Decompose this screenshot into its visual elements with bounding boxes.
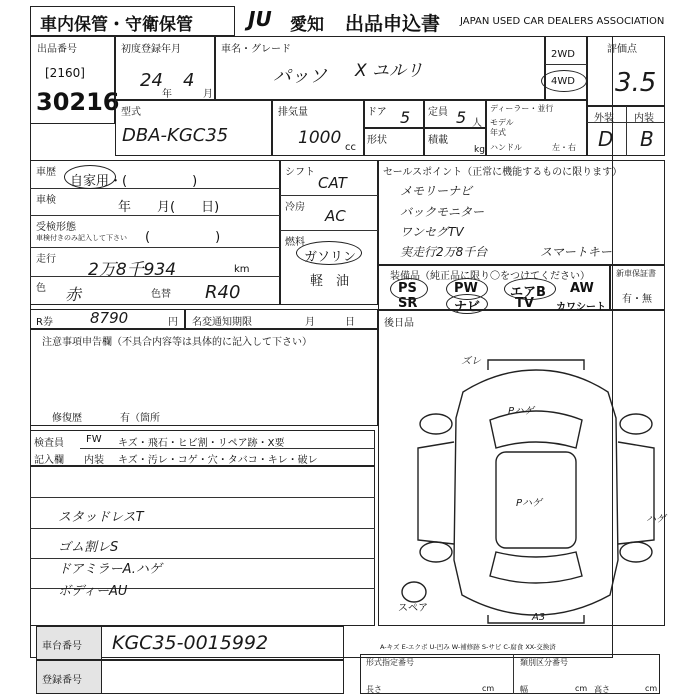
ruled-line-1 xyxy=(30,497,375,498)
history-label: 車歴 xyxy=(36,167,56,178)
door-value: 5 xyxy=(400,108,411,127)
option-airbag-circle xyxy=(504,278,556,300)
inspector-row1: キズ・飛石・ヒビ割・リペア跡・X要 xyxy=(118,438,285,449)
ac-label: 冷房 xyxy=(285,202,305,213)
rating-label: 評価点 xyxy=(607,44,637,55)
door-label: ドア xyxy=(367,107,387,118)
option-navi: ナビ xyxy=(454,300,481,315)
length-label: 長さ xyxy=(366,685,382,694)
shift-label: シフト xyxy=(285,167,315,178)
lot-small-number: [2160] xyxy=(45,66,85,80)
option-seat: カワシート xyxy=(556,302,606,313)
equipment-line-1 xyxy=(280,195,378,196)
ac-value: AC xyxy=(325,207,346,225)
spec-divider xyxy=(513,654,514,694)
drive-4wd: 4WD xyxy=(551,76,575,87)
lot-number: 30216 xyxy=(36,88,120,116)
height-label: 高さ xyxy=(594,685,610,694)
ext-int-divider xyxy=(626,106,627,156)
shape-label: 形状 xyxy=(367,135,387,146)
class-number-label: 類別区分番号 xyxy=(520,658,568,667)
color-value: 赤 xyxy=(65,285,82,304)
chassis-label: 車台番号 xyxy=(42,641,82,652)
receive-label: 受検形態 xyxy=(36,222,76,233)
width-unit: cm xyxy=(575,684,588,693)
model-year-label: モデル xyxy=(490,118,514,127)
reg-label: 登録番号 xyxy=(42,675,82,686)
org-name: 愛知 xyxy=(290,15,324,35)
diagram-note-roof: Pハゲ xyxy=(516,498,543,509)
diagram-legend: A-キズ E-エクボ U-凹み W-補修跡 S-サビ C-腐食 XX-交換済 xyxy=(380,643,556,651)
equipment-line-2 xyxy=(280,230,378,231)
inspector-line-2: ゴム割レS xyxy=(58,540,119,555)
fuel-label: 燃料 xyxy=(285,237,305,248)
exterior-label: 外装 xyxy=(594,113,614,124)
sales-point-5: スマートキー xyxy=(540,245,612,259)
option-ps: PS xyxy=(398,281,417,296)
sales-point-4: 実走行2万8千台 xyxy=(400,245,488,259)
sales-point-3: ワンセグTV xyxy=(400,225,464,239)
receive-value: ( ) xyxy=(145,230,221,245)
registration-label: 初度登録年月 xyxy=(121,44,181,55)
history-line-2 xyxy=(30,215,280,216)
history-value: 自家用・( ) xyxy=(70,174,198,189)
type-number-label: 形式指定番号 xyxy=(366,658,414,667)
interior-label: 内装 xyxy=(634,113,654,124)
chassis-number: KGC35-0015992 xyxy=(112,632,269,654)
option-pw: PW xyxy=(454,281,478,296)
sales-points-label: セールスポイント（正常に機能するものに限ります） xyxy=(383,167,623,178)
car-name-label: 車名・グレード xyxy=(221,44,291,55)
model-value: DBA-KGC35 xyxy=(122,125,229,146)
option-airbag: エアB xyxy=(510,285,546,300)
inspector-row2-head: 内装 xyxy=(84,455,104,466)
displacement-value: 1000 xyxy=(298,128,342,148)
recycle-amount: 8790 xyxy=(90,309,129,327)
option-tv: TV xyxy=(515,296,534,311)
registration-year: 24 xyxy=(140,70,163,91)
seats-label: 定員 xyxy=(428,107,448,118)
diagram-note-side: ハゲ xyxy=(646,514,666,525)
height-unit: cm xyxy=(645,684,658,693)
repair-label: 修復歴 xyxy=(52,413,82,424)
inspection-label: 車検 xyxy=(36,195,56,206)
inspection-value: 年 月( 日) xyxy=(118,200,220,215)
load-unit: kg xyxy=(474,145,485,155)
option-sr: SR xyxy=(398,296,418,311)
sales-point-2: バックモニター xyxy=(400,205,485,219)
drive-4wd-circle xyxy=(541,70,587,92)
fuel-gas: ガソリン xyxy=(304,250,357,265)
mileage-value: 2万8千934 xyxy=(88,260,177,280)
model-year-label-2: 年式 xyxy=(490,128,506,137)
mileage-label: 走行 xyxy=(36,254,56,265)
color-label: 色 xyxy=(36,283,46,294)
registration-month: 4 xyxy=(183,70,195,91)
inspector-row1-head: FW xyxy=(86,434,102,445)
notice-value: 月 日 xyxy=(305,317,355,328)
repair-value: 有（箇所 xyxy=(120,413,160,424)
inspector-line-1: スタッドレスT xyxy=(58,510,144,525)
lot-label: 出品番号 xyxy=(37,44,77,55)
sales-point-1: メモリーナビ xyxy=(400,184,473,198)
registration-year-unit: 年 xyxy=(162,89,172,100)
diagram-label: 後日品 xyxy=(384,318,414,329)
warranty-value: 有・無 xyxy=(622,294,652,305)
diagram-note-front: Pハゲ xyxy=(508,406,535,417)
model-label: 型式 xyxy=(121,107,141,118)
inspector-label-2: 記入欄 xyxy=(34,455,64,466)
option-aw: AW xyxy=(570,281,594,296)
inspector-label-1: 検査員 xyxy=(34,438,64,449)
header-left-title: 車内保管・守衛保管 xyxy=(40,15,193,35)
history-private-circle xyxy=(64,165,116,189)
car-grade: X ユルリ xyxy=(355,61,424,81)
color-code: R40 xyxy=(205,282,241,303)
warranty-label: 新車保証書 xyxy=(616,269,656,278)
diagram-note-zure: ズレ xyxy=(461,356,481,367)
inspector-line-4: ボディーAU xyxy=(58,584,128,599)
options-label: 装備品（純正品に限り〇をつけてください） xyxy=(390,271,590,282)
ruled-line-2 xyxy=(30,528,375,529)
ju-logo: JU xyxy=(248,7,272,31)
receive-note: 車検付きのみ記入して下さい xyxy=(36,234,127,242)
dealer-label: ディーラー・並行 xyxy=(490,104,554,113)
car-diagram xyxy=(378,330,665,630)
displacement-unit: cc xyxy=(345,142,356,153)
inspector-row2: キズ・汚レ・コゲ・穴・タバコ・キレ・破レ xyxy=(118,455,318,466)
interior-grade: B xyxy=(640,127,654,151)
drive-divider xyxy=(545,64,587,65)
handle-options: 左・右 xyxy=(552,143,576,152)
recycle-label: R券 xyxy=(36,317,53,328)
rating-score: 3.5 xyxy=(615,68,657,98)
notice-label: 名変通知期限 xyxy=(192,317,252,328)
seats-value: 5 xyxy=(456,108,467,127)
shift-value: CAT xyxy=(318,174,347,192)
length-unit: cm xyxy=(482,684,495,693)
fuel-gas-circle xyxy=(296,241,362,265)
english-title: JAPAN USED CAR DEALERS ASSOCIATION xyxy=(460,16,665,27)
width-label: 幅 xyxy=(520,685,528,694)
diagram-spare-label: スペア xyxy=(398,603,428,614)
document-title: 出品申込書 xyxy=(345,13,441,35)
option-ps-circle xyxy=(390,278,428,300)
seats-unit: 人 xyxy=(472,118,482,129)
mileage-unit: km xyxy=(234,264,250,275)
handle-label: ハンドル xyxy=(490,143,522,152)
registration-month-unit: 月 xyxy=(203,89,213,100)
car-name: パッソ xyxy=(273,66,327,87)
load-label: 積載 xyxy=(428,135,448,146)
color-change-label: 色替 xyxy=(151,289,171,300)
displacement-label: 排気量 xyxy=(278,107,308,118)
inspector-line-3: ドアミラーA.ハゲ xyxy=(58,562,162,577)
diagram-note-rear: A3 xyxy=(532,612,546,623)
fuel-diesel: 軽 油 xyxy=(310,274,350,289)
history-line-3 xyxy=(30,247,280,248)
exterior-grade: D xyxy=(598,127,614,151)
drive-2wd: 2WD xyxy=(551,49,575,60)
recycle-yen: 円 xyxy=(168,317,178,328)
notes-label: 注意事項申告欄（不具合内容等は具体的に記入して下さい） xyxy=(42,337,312,348)
